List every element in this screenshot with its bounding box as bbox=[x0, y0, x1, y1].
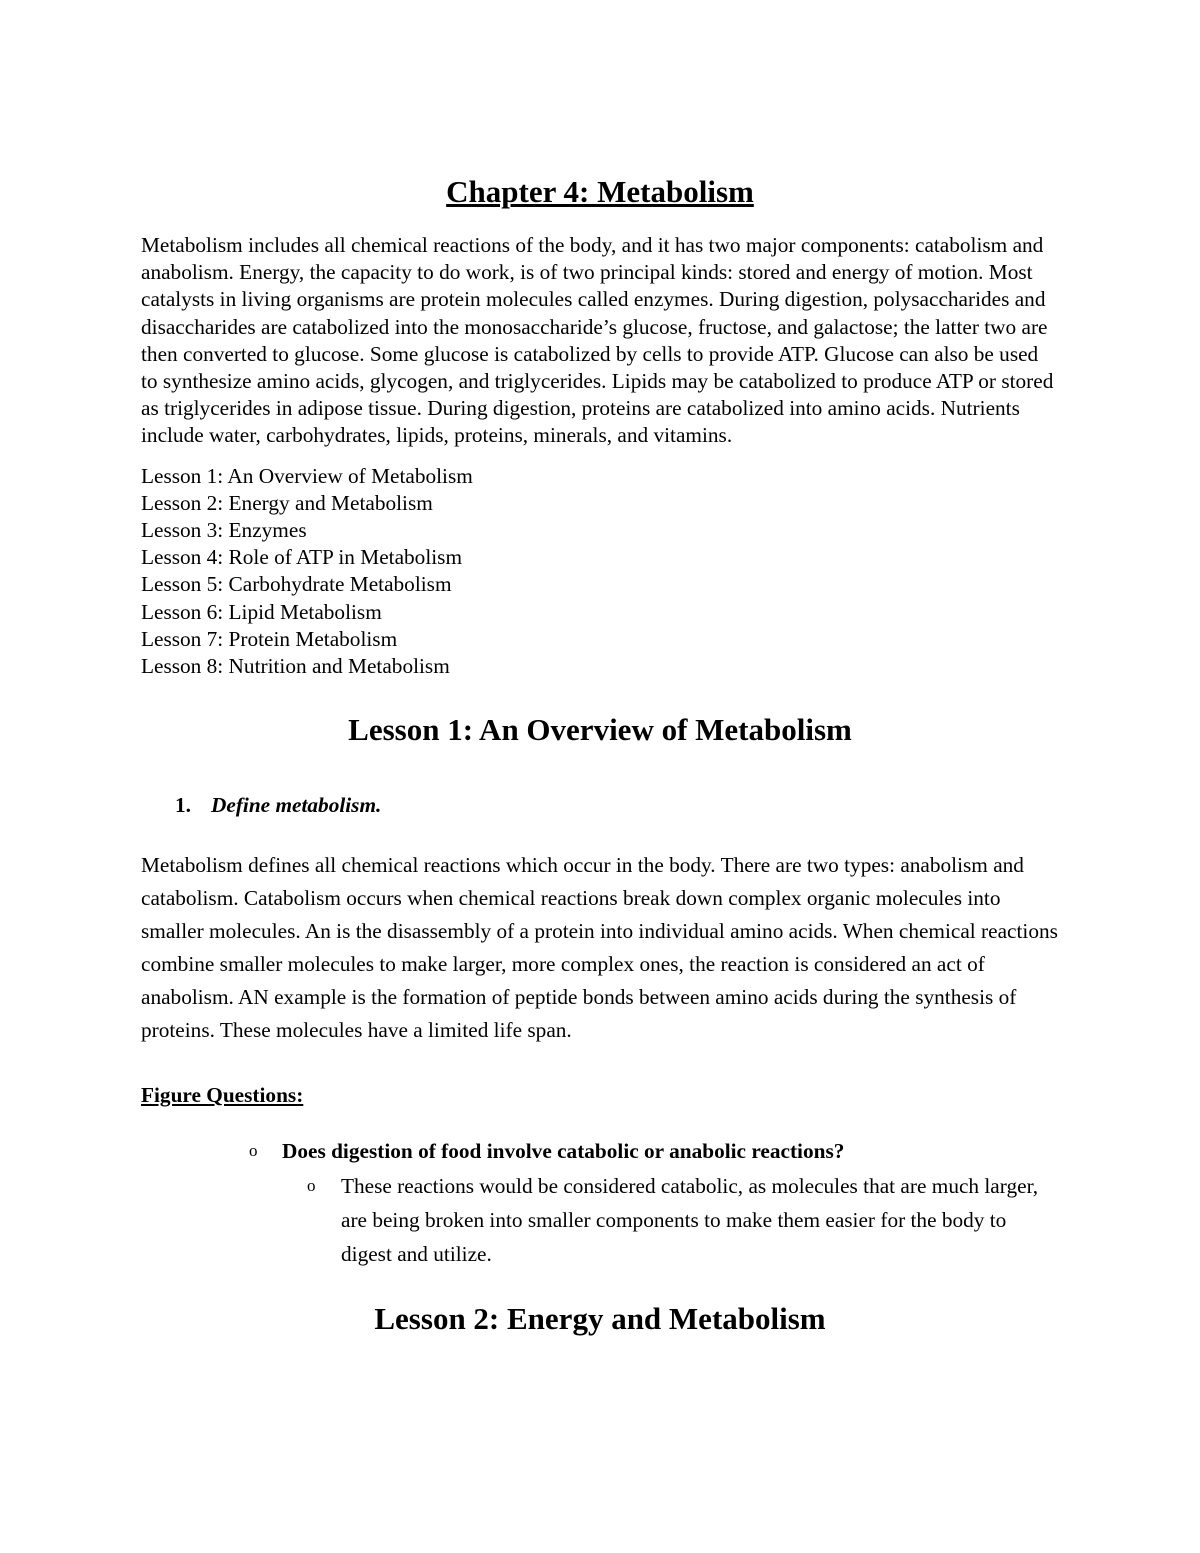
chapter-title: Chapter 4: Metabolism bbox=[446, 174, 754, 209]
lesson-list-item: Lesson 3: Enzymes bbox=[141, 518, 307, 543]
document-page bbox=[141, 172, 1059, 1339]
figure-questions-title: Figure Questions: bbox=[141, 1083, 304, 1108]
lesson-list-item: Lesson 7: Protein Metabolism bbox=[141, 626, 398, 651]
lesson-list-item: Lesson 1: An Overview of Metabolism bbox=[141, 463, 473, 488]
lesson-list bbox=[141, 463, 1059, 681]
lesson1-question bbox=[141, 792, 1059, 819]
figure-question-text: Does digestion of food involve catabolic or anabolic reactions? bbox=[282, 1139, 845, 1164]
lesson-list-item: Lesson 4: Role of ATP in Metabolism bbox=[141, 545, 463, 570]
lesson1-heading: Lesson 1: An Overview of Metabolism bbox=[348, 712, 852, 748]
lesson-list-item: Lesson 6: Lipid Metabolism bbox=[141, 599, 382, 624]
lesson2-heading: Lesson 2: Energy and Metabolism bbox=[374, 1301, 826, 1337]
bullet-marker: o bbox=[307, 1176, 316, 1196]
question-number: 1. bbox=[175, 793, 191, 818]
figure-answer-item bbox=[141, 1169, 1059, 1271]
lesson-list-item: Lesson 8: Nutrition and Metabolism bbox=[141, 654, 450, 679]
lesson-list-item: Lesson 2: Energy and Metabolism bbox=[141, 490, 433, 515]
lesson1-answer: Metabolism defines all chemical reactions which occur in the body. There are two types: anabolism and catabolism. Catabolism occurs when chemical reactions break down complex organic molecules into smaller molecules. An is the disassembly of a protein into individual amino acids. When chemical reactions combine smaller molecules to make larger, more complex ones, the reaction is considered an act of anabolism. AN example is the formation of peptide bonds between amino acids during the synthesis of proteins. These molecules have a limited life span. bbox=[141, 853, 1058, 1043]
chapter-intro: Metabolism includes all chemical reactions of the body, and it has two major components: catabolism and anabolism. Energy, the capacity to do work, is of two principal kinds: stored and energy of motion. Most catalysts in living organisms are protein molecules called enzymes. During digestion, polysaccharides and disaccharides are catabolized into the monosaccharide’s glucose, fructose, and galactose; the latter two are then converted to glucose. Some glucose is catabolized by cells to provide ATP. Glucose can also be used to synthesize amino acids, glycogen, and triglycerides. Lipids may be catabolized to produce ATP or stored as triglycerides in adipose tissue. During digestion, proteins are catabolized into amino acids. Nutrients include water, carbohydrates, lipids, proteins, minerals, and vitamins. bbox=[141, 233, 1054, 448]
question-text: Define metabolism. bbox=[211, 793, 382, 818]
lesson-list-item: Lesson 5: Carbohydrate Metabolism bbox=[141, 572, 452, 597]
bullet-marker: o bbox=[249, 1141, 258, 1161]
figure-question-item bbox=[141, 1137, 1059, 1165]
figure-answer-text: These reactions would be considered catabolic, as molecules that are much larger, are being broken into smaller components to make them easier for the body to digest and utilize. bbox=[341, 1174, 1039, 1267]
